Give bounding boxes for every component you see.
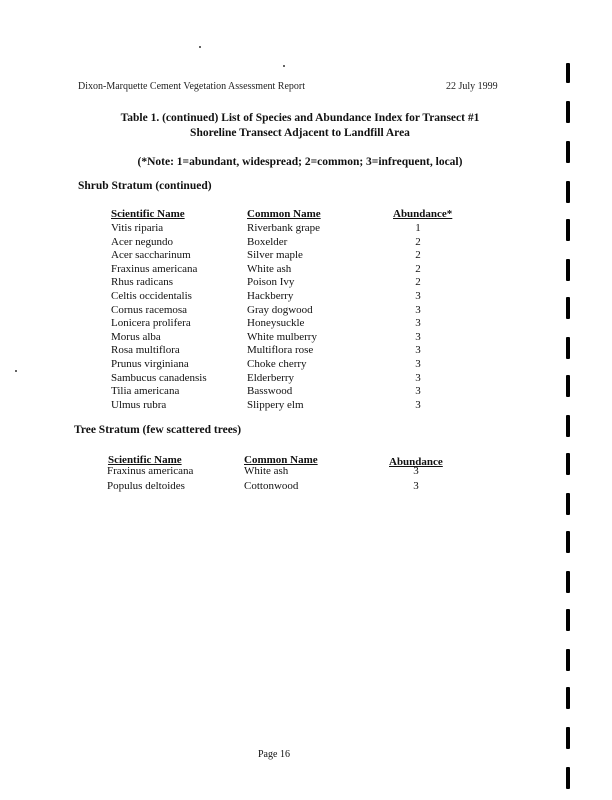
scan-speck xyxy=(199,46,201,48)
shrub-row-abundance-value: 2 xyxy=(415,249,421,262)
shrub-row-scientific-name: Acer saccharinum xyxy=(111,249,191,262)
shrub-row-scientific-name: Ulmus rubra xyxy=(111,398,167,411)
tree-col-abundance: Abundance xyxy=(389,456,443,468)
tree-row-common-name: Cottonwood xyxy=(244,479,299,492)
scan-mark xyxy=(566,375,570,397)
scan-speck xyxy=(15,370,17,372)
scan-mark xyxy=(566,649,570,671)
scan-mark xyxy=(566,415,570,437)
shrub-row-scientific-name: Prunus virginiana xyxy=(111,358,189,370)
scan-mark xyxy=(566,687,570,709)
scan-mark xyxy=(566,337,570,359)
shrub-row-scientific-name: Acer negundo xyxy=(111,235,174,248)
table-title-line1: Table 1. (continued) List of Species and Abundance Index for Transect #1 xyxy=(120,112,480,124)
shrub-row-scientific-name: Tilia americana xyxy=(111,385,180,398)
shrub-row-common-name: Riverbank grape xyxy=(247,222,320,234)
shrub-row-scientific-name: Sambucus canadensis xyxy=(111,371,207,384)
table-title-line2: Shoreline Transect Adjacent to Landfill Area xyxy=(190,127,410,139)
shrub-row-scientific-name: Rhus radicans xyxy=(111,276,174,289)
shrub-row-abundance-value: 3 xyxy=(415,371,421,384)
shrub-row-abundance-value: 2 xyxy=(415,276,421,289)
shrub-row-common-name: Poison Ivy xyxy=(247,276,295,289)
shrub-stratum-heading: Shrub Stratum (continued) xyxy=(78,180,212,192)
report-date: 22 July 1999 xyxy=(446,81,498,92)
shrub-row-common-name: Hackberry xyxy=(247,290,294,302)
shrub-row-scientific-name: Celtis occidentalis xyxy=(111,290,192,302)
shrub-row-common-name: Elderberry xyxy=(247,371,295,384)
scan-mark xyxy=(566,609,570,631)
shrub-row-scientific-name: Morus alba xyxy=(111,330,161,343)
shrub-row-abundance-value: 3 xyxy=(415,290,421,302)
shrub-row-abundance-value: 3 xyxy=(415,398,421,411)
shrub-row-scientific-name: Cornus racemosa xyxy=(111,303,188,316)
shrub-row-common-name: White ash xyxy=(247,262,292,275)
scan-speck xyxy=(283,65,285,67)
shrub-row-abundance-value: 3 xyxy=(415,303,421,316)
shrub-col-scientific: Scientific Name xyxy=(111,208,185,220)
shrub-col-abundance: Abundance* xyxy=(393,208,453,220)
shrub-row-scientific-name: Rosa multiflora xyxy=(111,344,180,357)
scan-mark xyxy=(566,63,570,83)
shrub-row-abundance-value: 1 xyxy=(415,222,421,234)
shrub-row-common-name: Slippery elm xyxy=(247,398,304,411)
tree-row-scientific-name: Populus deltoides xyxy=(107,479,185,492)
abundance-note: (*Note: 1=abundant, widespread; 2=common; 3=infrequent, local) xyxy=(137,156,463,168)
scan-mark xyxy=(566,453,570,475)
scan-mark xyxy=(566,259,570,281)
tree-row-scientific-name: Fraxinus americana xyxy=(107,465,194,477)
shrub-row-common-name: Silver maple xyxy=(247,249,303,262)
shrub-row-common-name: Choke cherry xyxy=(247,358,307,370)
shrub-row-common-name: Boxelder xyxy=(247,235,288,248)
tree-col-common: Common Name xyxy=(244,454,318,466)
tree-row-common-name: White ash xyxy=(244,465,289,477)
shrub-row-common-name: Basswood xyxy=(247,385,293,398)
shrub-row-abundance-value: 2 xyxy=(415,262,421,275)
scan-mark xyxy=(566,219,570,241)
shrub-row-scientific-name: Fraxinus americana xyxy=(111,262,198,275)
shrub-row-common-name: Gray dogwood xyxy=(247,303,313,316)
shrub-row-abundance-value: 2 xyxy=(415,235,421,248)
shrub-row-common-name: Multiflora rose xyxy=(247,344,314,357)
scan-mark xyxy=(566,181,570,203)
shrub-row-abundance-value: 3 xyxy=(415,358,421,370)
scan-mark xyxy=(566,767,570,789)
shrub-row-scientific-name: Lonicera prolifera xyxy=(111,317,191,330)
scan-mark xyxy=(566,141,570,163)
scan-mark xyxy=(566,493,570,515)
shrub-row-abundance-value: 3 xyxy=(415,344,421,357)
shrub-row-common-name: Honeysuckle xyxy=(247,317,305,330)
scan-mark xyxy=(566,297,570,319)
tree-row-abundance-value: 3 xyxy=(413,465,419,477)
scan-mark xyxy=(566,571,570,593)
tree-stratum-heading: Tree Stratum (few scattered trees) xyxy=(74,424,242,436)
scan-mark xyxy=(566,727,570,749)
shrub-row-common-name: White mulberry xyxy=(247,330,317,343)
tree-row-abundance-value: 3 xyxy=(413,479,419,492)
shrub-row-abundance-value: 3 xyxy=(415,330,421,343)
shrub-col-common: Common Name xyxy=(247,208,321,220)
page-number: Page 16 xyxy=(258,749,290,760)
shrub-row-scientific-name: Vitis riparia xyxy=(111,222,164,234)
report-title: Dixon-Marquette Cement Vegetation Assessment Report xyxy=(78,81,305,92)
scan-mark xyxy=(566,531,570,553)
tree-col-scientific: Scientific Name xyxy=(108,454,182,466)
shrub-row-abundance-value: 3 xyxy=(415,385,421,398)
shrub-row-abundance-value: 3 xyxy=(415,317,421,330)
scan-mark xyxy=(566,101,570,123)
